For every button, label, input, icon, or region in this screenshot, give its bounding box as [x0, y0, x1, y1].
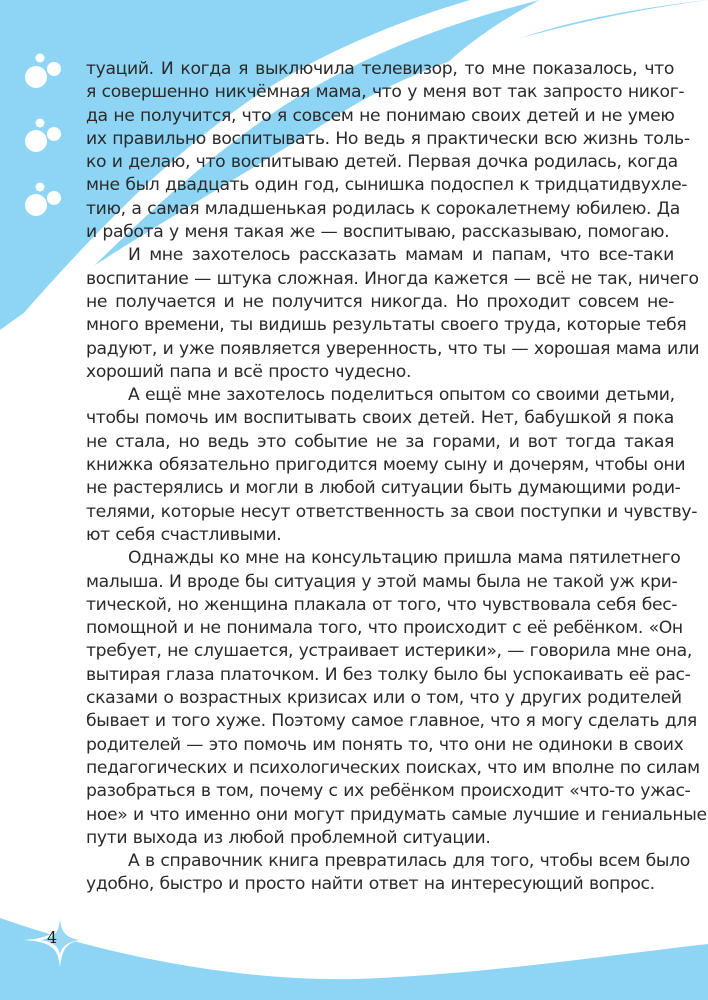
text-line: их правильно воспитывать. Но ведь я практически всю жизнь толь-: [86, 128, 690, 149]
bubble-cluster: [25, 119, 61, 153]
text-line: ное» и что именно они могут придумать самые лучшие и гениальные: [86, 804, 707, 825]
body-text: [86, 58, 707, 897]
bubble-cluster: [25, 54, 61, 89]
text-line: да не получится, что я совсем не понимаю своих детей и не умею: [86, 105, 675, 126]
paragraph-4: [86, 547, 707, 850]
text-line: требует, не слушается, устраивает истерики», — говорила мне она,: [86, 641, 692, 662]
text-line: сказами о возрастных кризисах или о том, что у других родителей: [86, 688, 682, 709]
paragraph-3: [86, 384, 698, 547]
text-line: разобраться в том, почему с их ребёнком происходит «что-то ужас-: [86, 781, 691, 802]
text-line: туаций. И когда я выключила телевизор, то мне показалось, что: [86, 59, 674, 79]
paragraph-5: [86, 850, 690, 897]
text-line: книжка обязательно пригодится моему сыну и дочерям, чтобы они: [86, 455, 686, 476]
text-line: малыша. И вроде бы ситуация у этой мамы была не такой уж кри-: [86, 571, 678, 592]
text-line: А ещё мне захотелось поделиться опытом со своими детьми,: [128, 385, 675, 406]
text-line: И мне захотелось рассказать мамам и папам, что все-таки: [128, 245, 674, 266]
bubble-cluster: [25, 183, 61, 217]
text-line: не получается и не получится никогда. Но проходит совсем не-: [86, 291, 674, 312]
paragraph-2: [86, 244, 700, 384]
text-line: много времени, ты видишь результаты своего труда, которые тебя: [86, 315, 687, 336]
text-line: хороший папа и всё просто чудесно.: [86, 361, 412, 382]
text-line: телями, которые несут ответственность за свои поступки и чувству-: [86, 501, 698, 522]
text-line: пути выхода из любой проблемной ситуации.: [86, 827, 491, 848]
text-line: ют себя счастливыми.: [86, 524, 282, 545]
text-line: вытирая глаза платочком. И без толку было бы успокаивать её рас-: [86, 664, 691, 685]
bottom-blue-wave: [0, 918, 708, 1000]
text-line: ко и делаю, что воспитываю детей. Первая дочка родилась, когда: [86, 152, 678, 173]
text-line: мне был двадцать один год, сынишка подоспел к тридцатидвухле-: [86, 175, 688, 196]
text-line: радуют, и уже появляется уверенность, что ты — хорошая мама или: [86, 338, 700, 359]
text-line: помощной и не понимала того, что происходит с её ребёнком. «Он: [86, 618, 683, 639]
text-line: воспитание — штука сложная. Иногда кажется — всё не так, ничего: [86, 268, 699, 289]
page-number: 4: [47, 928, 58, 947]
text-line: педагогических и психологических поисках, что им вполне по силам: [86, 757, 700, 778]
text-line: не стала, но ведь это событие не за горами, и вот тогда такая: [86, 431, 674, 452]
text-line: родителей — это помочь им понять то, что они не одиноки в своих: [86, 734, 684, 755]
text-line: тию, а самая младшенькая родилась к сорокалетнему юбилею. Да: [86, 198, 680, 219]
text-line: я совершенно никчёмная мама, что у меня вот так запросто никог-: [86, 82, 685, 103]
text-line: тической, но женщина плакала от того, что чувствовала себя бес-: [86, 594, 678, 615]
text-line: бывает и того хуже. Поэтому самое главное, что я могу сделать для: [86, 711, 697, 732]
text-line: А в справочник книга превратилась для того, чтобы всем было: [128, 851, 690, 872]
text-line: не растерялись и могли в любой ситуации быть думающими роди-: [86, 478, 681, 499]
paragraph-1: [86, 58, 690, 244]
text-line: чтобы помочь им воспитывать своих детей. Нет, бабушкой я пока: [86, 408, 674, 429]
text-line: удобно, быстро и просто найти ответ на интересующий вопрос.: [86, 874, 655, 895]
text-line: и работа у меня такая же — воспитываю, рассказываю, помогаю.: [86, 222, 670, 243]
text-line: Однажды ко мне на консультацию пришла мама пятилетнего: [128, 548, 681, 569]
